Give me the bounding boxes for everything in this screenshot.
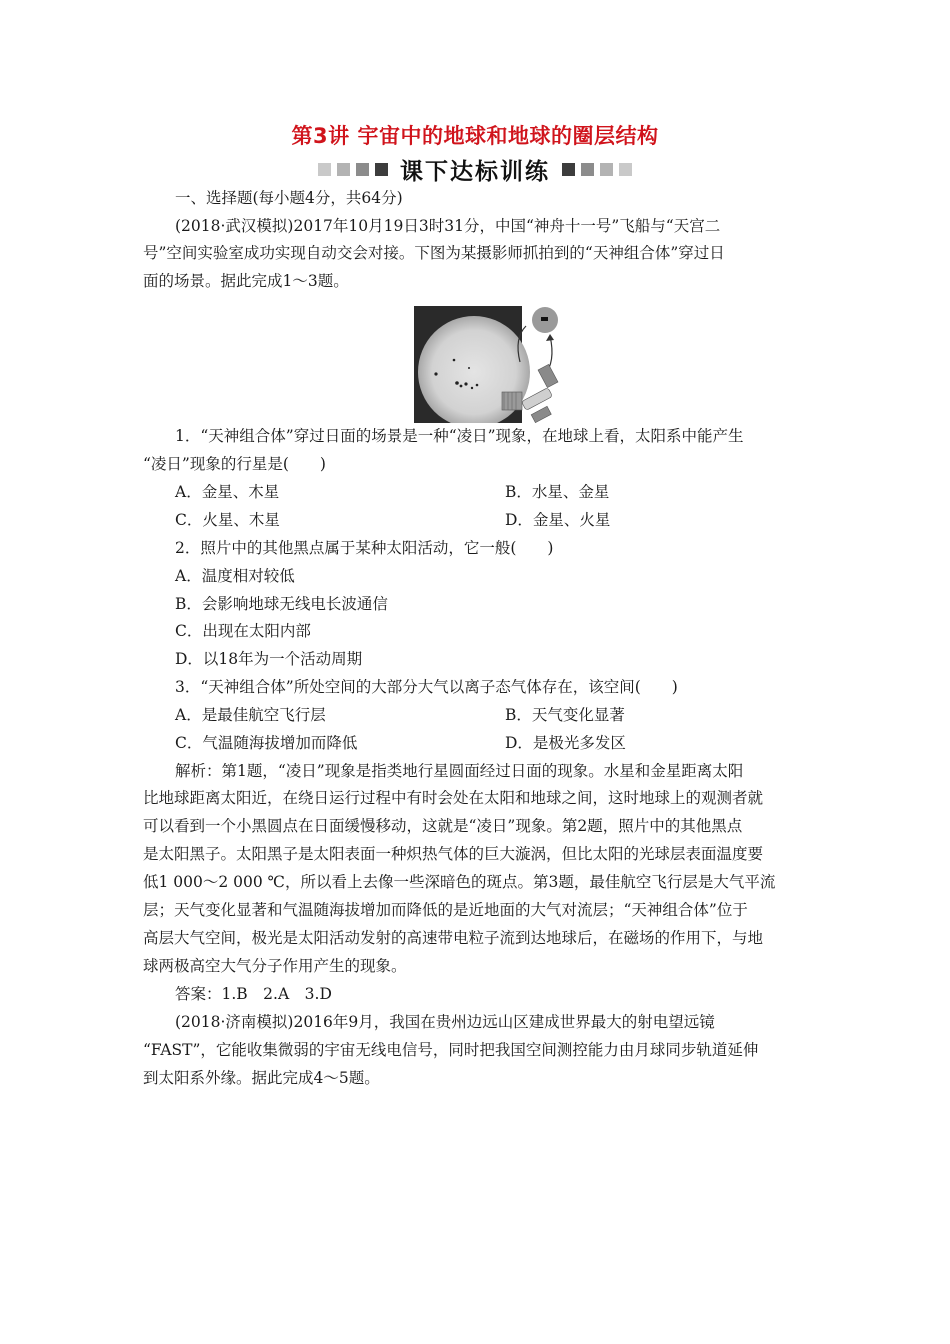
transit-silhouette	[541, 317, 548, 321]
banner-square	[356, 163, 369, 176]
sunspot	[471, 387, 473, 389]
sunspot	[460, 385, 463, 388]
sunspot	[476, 384, 479, 387]
explanation-line: 球两极高空大气分子作用产生的现象。	[143, 957, 407, 975]
paragraph-line: 面的场景。据此完成1～3题。	[143, 272, 349, 290]
page-title: 第3讲 宇宙中的地球和地球的圈层结构	[291, 124, 659, 148]
question-1-option-b: B．水星、金星	[505, 483, 610, 501]
question-3-option-d: D．是极光多发区	[505, 734, 626, 752]
banner-square	[581, 163, 594, 176]
explanation-line: 可以看到一个小黑圆点在日面缓慢移动，这就是“凌日”现象。第2题，照片中的其他黑点	[143, 817, 743, 835]
sunspot	[455, 381, 459, 385]
explanation-line: 低1 000～2 000 ℃，所以看上去像一些深暗色的斑点。第3题，最佳航空飞行层是大气平流	[143, 873, 776, 891]
question-1-option-c: C．火星、木星	[175, 511, 280, 529]
banner-square	[337, 163, 350, 176]
question-1-stem: “凌日”现象的行星是( )	[143, 455, 326, 473]
sunspot	[434, 372, 437, 375]
section-heading: 一、选择题(每小题4分，共64分)	[175, 189, 403, 207]
question-3-option-b: B．天气变化显著	[505, 706, 625, 724]
question-3-option-a: A．是最佳航空飞行层	[175, 706, 326, 724]
banner-title: 课下达标训练	[400, 159, 550, 185]
question-2-option-d: D．以18年为一个活动周期	[175, 650, 363, 668]
banner-square	[562, 163, 575, 176]
paragraph-line: (2018·武汉模拟)2017年10月19日3时31分，中国“神舟十一号”飞船与“天宫二	[175, 217, 721, 235]
question-2-option-b: B．会影响地球无线电长波通信	[175, 595, 388, 613]
question-2-option-c: C．出现在太阳内部	[175, 622, 311, 640]
arrow-head	[546, 334, 554, 341]
question-2-option-a: A．温度相对较低	[175, 567, 295, 585]
paragraph-line: (2018·济南模拟)2016年9月，我国在贵州边远山区建成世界最大的射电望远镜	[175, 1013, 715, 1031]
sunspot	[464, 382, 467, 385]
question-3-option-c: C．气温随海拔增加而降低	[175, 734, 358, 752]
answer-line: 答案：1.B 2.A 3.D	[175, 985, 332, 1003]
explanation-line: 高层大气空间，极光是太阳活动发射的高速带电粒子流到达地球后，在磁场的作用下，与地	[143, 929, 764, 947]
question-2-stem: 2．照片中的其他黑点属于某种太阳活动，它一般( )	[175, 539, 554, 557]
question-3-stem: 3．“天神组合体”所处空间的大部分大气以离子态气体存在，该空间( )	[175, 678, 678, 696]
question-1-option-a: A．金星、木星	[175, 483, 280, 501]
sunspot	[453, 359, 456, 362]
paragraph-line: “FAST”，它能收集微弱的宇宙无线电信号，同时把我国空间测控能力由月球同步轨道延伸	[143, 1041, 759, 1059]
question-1-option-d: D．金星、火星	[505, 511, 611, 529]
banner-square	[375, 163, 388, 176]
sun-transit-photo	[414, 306, 560, 423]
banner-square	[619, 163, 632, 176]
paragraph-line: 号”空间实验室成功实现自动交会对接。下图为某摄影师抓拍到的“天神组合体”穿过日	[143, 244, 725, 262]
explanation-line: 层；天气变化显著和气温随海拔增加而降低的是近地面的大气对流层；“天神组合体”位于	[143, 901, 748, 919]
section-banner	[0, 153, 950, 186]
explanation-line: 是太阳黑子。太阳黑子是太阳表面一种炽热气体的巨大漩涡，但比太阳的光球层表面温度要	[143, 845, 764, 863]
explanation-line: 解析：第1题，“凌日”现象是指类地行星圆面经过日面的现象。水星和金星距离太阳	[175, 762, 744, 780]
banner-square	[318, 163, 331, 176]
banner-square	[600, 163, 613, 176]
sunspot	[468, 367, 470, 369]
explanation-line: 比地球距离太阳近，在绕日运行过程中有时会处在太阳和地球之间，这时地球上的观测者就	[143, 789, 764, 807]
question-1-stem: 1．“天神组合体”穿过日面的场景是一种“凌日”现象，在地球上看，太阳系中能产生	[175, 427, 744, 445]
paragraph-line: 到太阳系外缘。据此完成4～5题。	[143, 1069, 380, 1087]
